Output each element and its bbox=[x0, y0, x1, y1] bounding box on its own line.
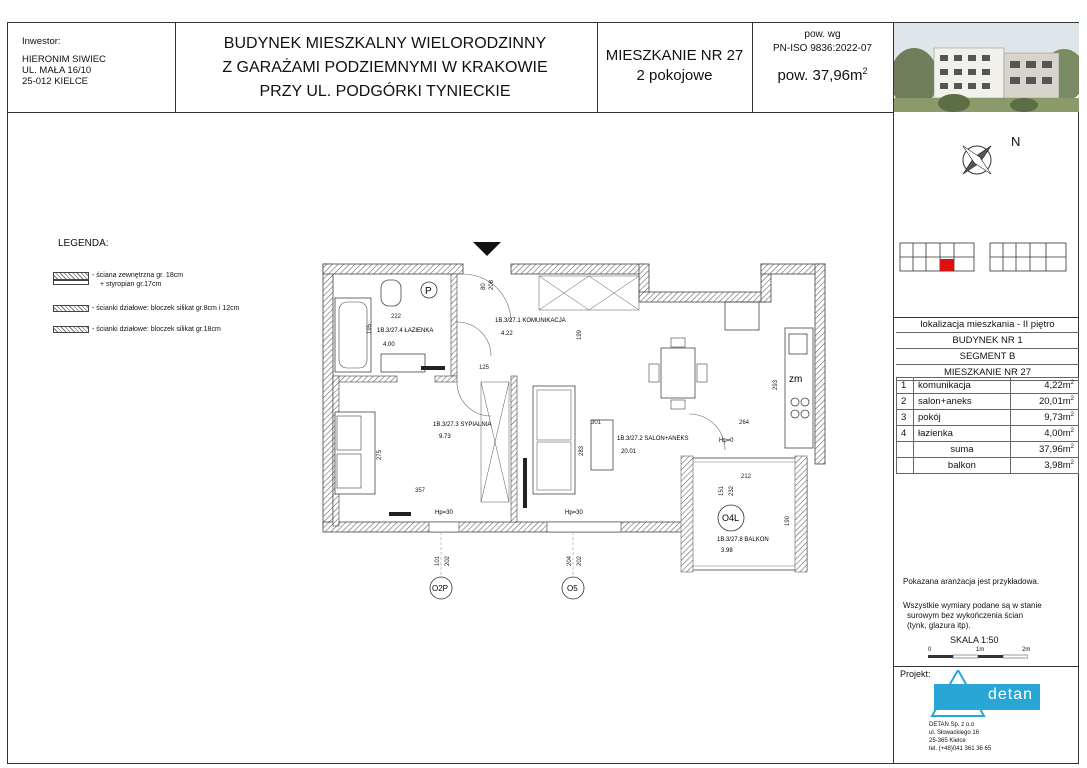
dim: 357 bbox=[415, 488, 426, 494]
location-apartment: MIESZKANIE NR 27 bbox=[896, 365, 1079, 381]
bed-icon bbox=[335, 412, 375, 494]
room-no: 4 bbox=[897, 426, 914, 442]
sup: 2 bbox=[1070, 395, 1074, 402]
axis-label-left: O2P bbox=[432, 584, 449, 593]
balcony-area: 3.98 bbox=[721, 548, 733, 554]
compass-icon bbox=[950, 132, 1010, 192]
bedroom-label: 1B.3/27.3 SYPIALNIA bbox=[433, 422, 492, 428]
scale-2: 2m bbox=[1022, 647, 1031, 653]
door-sill-balcony: Hp=0 bbox=[719, 438, 734, 444]
dim: 80 bbox=[481, 283, 487, 290]
area-sup: 2 bbox=[862, 66, 868, 76]
dim: 101 bbox=[435, 555, 441, 566]
room-name: pokój bbox=[914, 410, 1011, 426]
dim: 264 bbox=[739, 420, 750, 426]
apartment-area bbox=[752, 66, 893, 84]
detan-logo-text: detan bbox=[988, 686, 1034, 703]
building-title bbox=[180, 32, 590, 104]
bathtub-icon bbox=[335, 298, 371, 372]
apartment-area-value: pow. 37,96m bbox=[777, 67, 863, 84]
balcony-tag: O4L bbox=[722, 513, 740, 523]
location-segment: SEGMENT B bbox=[896, 349, 1079, 365]
dim: 190 bbox=[785, 515, 791, 526]
company-street: ul. Słowackiego 16 bbox=[929, 730, 980, 736]
toilet-icon bbox=[381, 280, 401, 306]
room-no: 3 bbox=[897, 410, 914, 426]
location-info bbox=[896, 317, 1079, 381]
note-dims-3: (tynk, glazura itp). bbox=[907, 621, 971, 630]
dim: 293 bbox=[773, 379, 779, 390]
investor-block bbox=[22, 36, 106, 87]
coffee-table-icon bbox=[591, 420, 613, 470]
living-room-label: 1B.3/27.2 SALON+ANEKS bbox=[617, 436, 689, 442]
table-row bbox=[897, 458, 1079, 474]
room-area: 20,01m bbox=[1038, 396, 1071, 408]
room-no: 1 bbox=[897, 378, 914, 394]
total-area: 37,96m bbox=[1038, 444, 1071, 456]
table-row bbox=[897, 378, 1079, 394]
dim: 204 bbox=[567, 555, 573, 566]
investor-name: HIERONIM SIWIEC bbox=[22, 54, 106, 65]
radiator-icon bbox=[389, 512, 411, 516]
washbasin-icon bbox=[381, 354, 425, 372]
divider bbox=[175, 22, 176, 112]
building-title-line3: PRZY UL. PODGÓRKI TYNIECKIE bbox=[259, 83, 511, 100]
room-area: 4,00m bbox=[1044, 428, 1071, 440]
divider bbox=[893, 666, 1079, 667]
table-row bbox=[897, 442, 1079, 458]
sup: 2 bbox=[1070, 459, 1074, 466]
window-sill-mid: Hp=30 bbox=[565, 510, 583, 516]
scale-label: SKALA 1:50 bbox=[950, 635, 999, 645]
room-name: salon+aneks bbox=[914, 394, 1011, 410]
room-name: łazienka bbox=[914, 426, 1011, 442]
parking-symbol: P bbox=[425, 286, 432, 297]
balcony-name: balkon bbox=[914, 458, 1011, 474]
floor-plan bbox=[315, 236, 835, 606]
sup: 2 bbox=[1070, 443, 1074, 450]
apartment-title bbox=[597, 46, 752, 86]
legend-item-2: - ścianki działowe: bloczek silikat gr.8cm i 12cm bbox=[92, 305, 240, 312]
investor-street: UL. MAŁA 16/10 bbox=[22, 65, 92, 76]
header-divider bbox=[7, 112, 893, 113]
bathroom-area: 4.00 bbox=[383, 342, 395, 348]
area-norm-line2: PN-ISO 9836:2022-07 bbox=[773, 43, 872, 54]
bedroom-area: 9.73 bbox=[439, 434, 451, 440]
note-dims-1: Wszystkie wymiary podane są w stanie bbox=[903, 601, 1042, 610]
building-photo bbox=[894, 23, 1079, 112]
scale-1: 1m bbox=[976, 647, 985, 653]
project-company bbox=[929, 721, 991, 753]
bathroom-label: 1B.3/27.4 ŁAZIENKA bbox=[377, 328, 434, 334]
water-meter-label: zm bbox=[789, 374, 803, 385]
dim: 222 bbox=[391, 314, 402, 320]
living-room-area: 20.01 bbox=[621, 449, 637, 455]
dim: 202 bbox=[577, 555, 583, 566]
dim: 199 bbox=[577, 329, 583, 340]
dim: 275 bbox=[377, 449, 383, 460]
notes bbox=[903, 577, 1042, 631]
legend-item-1-line1: - ściana zewnętrzna gr. 18cm bbox=[92, 272, 184, 279]
radiator-icon bbox=[421, 366, 445, 370]
legend-item-1 bbox=[92, 271, 183, 289]
legend-swatch-exterior bbox=[53, 272, 89, 280]
area-norm bbox=[752, 28, 893, 56]
investor-city: 25-012 KIELCE bbox=[22, 76, 89, 87]
dim: 212 bbox=[741, 474, 752, 480]
company-city: 25-365 Kielce bbox=[929, 738, 966, 744]
dim: 202 bbox=[445, 555, 451, 566]
dim: 125 bbox=[479, 365, 490, 371]
building-title-line1: BUDYNEK MIESZKALNY WIELORODZINNY bbox=[223, 35, 547, 52]
total-name: suma bbox=[914, 442, 1011, 458]
legend-item-3: - ścianki działowe: bloczek silikat gr.18cm bbox=[92, 326, 221, 333]
apartment-number: MIESZKANIE NR 27 bbox=[605, 47, 744, 64]
window-sill-left: Hp=30 bbox=[435, 510, 453, 516]
compass-north: N bbox=[1011, 134, 1021, 149]
hallway-area: 4.22 bbox=[501, 331, 513, 337]
dim: 232 bbox=[729, 485, 735, 496]
balcony-label: 1B.3/27.8 BALKON bbox=[717, 537, 769, 543]
legend-item-1-line2: + styropian gr.17cm bbox=[100, 281, 162, 288]
room-area: 9,73m bbox=[1044, 412, 1071, 424]
hallway-label: 1B.3/27.1 KOMUNIKACJA bbox=[495, 318, 566, 324]
project-label: Projekt: bbox=[900, 669, 931, 679]
axis-label-mid: O5 bbox=[567, 584, 578, 593]
axis-lines bbox=[441, 532, 573, 576]
room-area: 4,22m bbox=[1044, 380, 1071, 392]
apartment-rooms: 2 pokojowe bbox=[636, 67, 713, 84]
hall-cabinet-icon bbox=[539, 276, 639, 310]
divider bbox=[893, 22, 894, 764]
building-title-line2: Z GARAŻAMI PODZIEMNYMI W KRAKOWIE bbox=[222, 59, 548, 76]
investor-label: Inwestor: bbox=[22, 36, 61, 47]
note-dims-2: surowym bez wykończenia ścian bbox=[907, 611, 1024, 620]
dim: 208 bbox=[489, 279, 495, 290]
area-norm-line1: pow. wg bbox=[804, 29, 841, 40]
legend-title: LEGENDA: bbox=[58, 238, 109, 249]
sup: 2 bbox=[1070, 427, 1074, 434]
room-no: 2 bbox=[897, 394, 914, 410]
room-name: komunikacja bbox=[914, 378, 1011, 394]
company-name: DETAN Sp. z o.o bbox=[929, 722, 975, 728]
legend-swatch-insulation bbox=[53, 280, 89, 285]
legend-swatch-partition-thick bbox=[53, 326, 89, 333]
location-header: lokalizacja mieszkania - II piętro bbox=[896, 317, 1079, 333]
radiator-icon bbox=[523, 458, 527, 508]
entrance-arrow-icon bbox=[473, 242, 501, 256]
sup: 2 bbox=[1070, 411, 1074, 418]
table-row bbox=[897, 394, 1079, 410]
note-arrangement: Pokazana aranżacja jest przykładowa. bbox=[903, 577, 1040, 586]
company-phone: tel. (+48)041 361 36 65 bbox=[929, 746, 992, 752]
room-area-table bbox=[896, 377, 1079, 474]
dim: 195 bbox=[367, 323, 373, 334]
legend-swatch-partition-thin bbox=[53, 305, 89, 312]
dim: 283 bbox=[579, 445, 585, 456]
sup: 2 bbox=[1070, 379, 1074, 386]
location-building: BUDYNEK NR 1 bbox=[896, 333, 1079, 349]
wardrobe-icon bbox=[481, 382, 509, 502]
scale-0: 0 bbox=[928, 647, 932, 653]
table-row bbox=[897, 410, 1079, 426]
location-key-plan bbox=[898, 240, 1078, 274]
dim: 301 bbox=[591, 420, 602, 426]
table-row bbox=[897, 426, 1079, 442]
balcony-area: 3,98m bbox=[1044, 460, 1071, 472]
scale-bar bbox=[928, 654, 1028, 660]
dining-table-icon bbox=[649, 338, 707, 409]
dim: 151 bbox=[719, 485, 725, 496]
